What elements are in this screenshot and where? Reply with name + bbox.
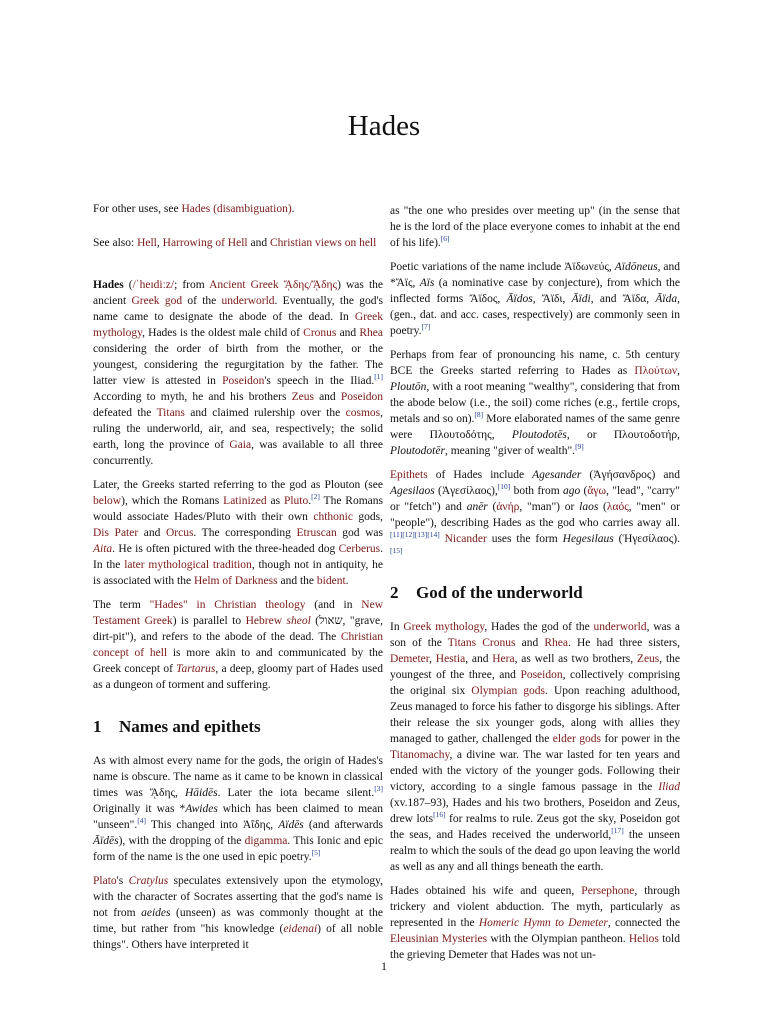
italic-text: Āïda (655, 293, 678, 305)
ref-8[interactable]: [8] (474, 410, 484, 420)
paragraph-pluto (93, 477, 383, 589)
text: , and Ἄϊδα, (590, 293, 656, 305)
text: ) of all noble things". Others have interpreted it (93, 923, 383, 951)
text: of the (182, 295, 222, 307)
ref-5[interactable]: [5] (311, 848, 321, 858)
text: , and *Ἄϊς, (390, 261, 681, 289)
text: and (336, 327, 360, 339)
italic-text: Awides (185, 803, 218, 815)
link-sheol[interactable]: sheol (286, 615, 311, 627)
text: . Later the iota became silent. (217, 787, 375, 799)
text: (Ἀγεσίλαος), (434, 485, 498, 497)
text: The Romans would associate Hades/Pluto with their own (93, 495, 383, 523)
hatnote-see-also (93, 235, 383, 251)
intro-paragraph (93, 277, 383, 469)
text: and (515, 637, 545, 649)
text: , "men" or "people"), describing Hades as the god who carries away all. (390, 501, 680, 529)
text: , or Πλουτοδοτήρ, (566, 429, 680, 441)
link-new-testament-greek[interactable]: New Testament Greek (93, 599, 384, 627)
italic-text: Āïdos (506, 293, 533, 305)
ref-10[interactable]: [10] (497, 482, 511, 492)
section-heading-god-of-the-underworld (390, 585, 680, 601)
link-harrowing-of-hell[interactable]: Harrowing of Hell (162, 237, 248, 249)
link-aita[interactable]: Aita (93, 543, 113, 555)
link-christian-concept-of-hell[interactable]: Christian concept of hell (93, 631, 383, 659)
text: , ruling the underworld, air, and sea, respectively; the solid earth, long the province of (93, 407, 383, 451)
text: ) is parallel to (172, 615, 246, 627)
italic-text: Ploutodotēs (511, 429, 567, 441)
text: , "lead", "carry" or "fetch") and (390, 485, 680, 513)
link-poseidon[interactable]: Poseidon (222, 375, 265, 387)
text: and the (277, 575, 317, 587)
text: , meaning "giver of wealth". (444, 445, 576, 457)
link-ancient-greek[interactable]: Ancient Greek (209, 279, 279, 291)
link-hestia[interactable]: Hestia (435, 653, 466, 665)
link-greek-name[interactable]: ᾍδης/ᾍδης (283, 279, 338, 291)
ref-15[interactable]: [15] (390, 546, 403, 556)
text: (xv.187–93), Hades and his two brothers, Poseidon and Zeus, drew lots (390, 797, 680, 825)
link-zeus-2[interactable]: Zeus (636, 653, 660, 665)
text: See also: (93, 237, 138, 249)
text: This changed into Ἀΐδης, (145, 819, 279, 831)
link-chthonic[interactable]: chthonic (313, 511, 353, 523)
link-below[interactable]: below (93, 495, 122, 507)
text: ), with the dropping of the (118, 835, 245, 847)
link-hebrew[interactable]: Hebrew (245, 615, 283, 627)
link-rhea-2[interactable]: Rhea (544, 637, 568, 649)
text: told the grieving Demeter that Hades was not un- (390, 933, 680, 961)
text: ( (487, 501, 497, 513)
italic-text: Aïs (419, 277, 435, 289)
link-helm-of-darkness[interactable]: Helm of Darkness (193, 575, 278, 587)
link-later-tradition[interactable]: later mythological tradition (124, 559, 252, 571)
paragraph-persephone (390, 883, 680, 963)
text: , through trickery and violent abduction. The myth, particularly as represented in the (390, 885, 680, 929)
text: . The corresponding (193, 527, 297, 539)
text: . Upon reaching adulthood, Zeus managed to force his father to disgorge his siblings. After their release the six younger gods, along with allies they managed to gather, challenged the (390, 685, 680, 745)
italic-text: Āïdēs (93, 835, 119, 847)
text: speculates extensively upon the etymology, with the character of Socrates asserting that the god's name is not from (93, 875, 383, 919)
text: , a divine war. The war lasted for ten years and ended with the victory of the younger gods. Following their victory, according to a single famous passage in the (390, 749, 680, 793)
italic-text: Ploutodotēr (390, 445, 445, 457)
text: , (gen., dat. and acc. cases, respectively) are commonly seen in poetry. (390, 293, 680, 337)
text: , was a son of the (390, 621, 680, 649)
link-ago[interactable]: ἄγω (587, 485, 607, 497)
text: The term (93, 599, 150, 611)
text: , Hades the god of the (484, 621, 594, 633)
link-greek-mythology[interactable]: Greek mythology (93, 311, 383, 339)
link-cerberus[interactable]: Cerberus (338, 543, 381, 555)
text: , (156, 237, 163, 249)
link-digamma[interactable]: digamma (244, 835, 288, 847)
text: . He is often pictured with the three-headed dog (112, 543, 339, 555)
link-titanomachy[interactable]: Titanomachy (390, 749, 450, 761)
link-nicander[interactable]: Nicander (444, 533, 487, 545)
text: (and afterwards (303, 819, 383, 831)
link-rhea[interactable]: Rhea (359, 327, 383, 339)
text: uses the form (486, 533, 563, 545)
link-ipa[interactable]: /ˈheɪdiːz/ (132, 279, 175, 291)
link-cronus-2[interactable]: Cronus (482, 637, 516, 649)
link-elder-gods[interactable]: elder gods (552, 733, 601, 745)
link-titans[interactable]: Titans (156, 407, 185, 419)
text: , connected the (607, 917, 680, 929)
text: Poetic variations of the name include Ἀϊδωνεύς, (390, 261, 615, 273)
page-title: Hades (347, 110, 421, 142)
text: Later, the Greeks started referring to the god as Plouton (see (93, 479, 383, 491)
link-gaia[interactable]: Gaia (229, 439, 252, 451)
text: ( (598, 501, 607, 513)
text: , though not in antiquity, he is associated with the (93, 559, 384, 587)
paragraph-christian-theology (93, 597, 383, 693)
italic-text: Āïdi (571, 293, 591, 305)
link-cratylus[interactable]: Cratylus (128, 875, 169, 887)
link-greek-mythology-2[interactable]: Greek mythology (403, 621, 485, 633)
text: and (313, 391, 341, 403)
link-pluto[interactable]: Pluto (283, 495, 309, 507)
text: , as well as two brothers, (514, 653, 637, 665)
paragraph-plouton (390, 347, 680, 459)
text: as "the one who presides over meeting up" (in the sense that he is the lord of the place everyone comes to inhabit at the end of his life). (390, 205, 680, 249)
text: . Eventually, the god's name came to designate the abode of the dead. In (93, 295, 383, 323)
text: and (247, 237, 270, 249)
italic-text: Hāidēs (184, 787, 218, 799)
text: for realms to rule. Zeus got the sky, Poseidon got the seas, and Hades received the underworld, (390, 813, 680, 841)
ref-16[interactable]: [16] (433, 810, 446, 820)
link-bident[interactable]: bident (316, 575, 346, 587)
text: . He had three sisters, (568, 637, 681, 649)
italic-text: aeides (141, 907, 171, 919)
paragraph-name-origin (93, 753, 383, 865)
link-christian-views-on-hell[interactable]: Christian views on hell (269, 237, 377, 249)
link-latinized[interactable]: Latinized (223, 495, 267, 507)
text: ( (123, 279, 133, 291)
text: and claimed rulership over the (184, 407, 346, 419)
link-olympian-gods[interactable]: Olympian gods (471, 685, 546, 697)
text: 's speech in the Iliad. (264, 375, 375, 387)
text: In (390, 621, 404, 633)
text: For other uses, see (93, 203, 182, 215)
link-helios[interactable]: Helios (628, 933, 659, 945)
text: , (677, 365, 680, 377)
text: , Hades is the oldest male child of (142, 327, 304, 339)
text: . (308, 495, 312, 507)
text: and (138, 527, 166, 539)
link-plato[interactable]: Plato (93, 875, 117, 887)
link-orcus[interactable]: Orcus (165, 527, 194, 539)
section-number: 1 (93, 717, 102, 736)
link-god[interactable]: god (164, 295, 183, 307)
text: , was available to all three concurrently. (93, 439, 384, 467)
text: , and (465, 653, 493, 665)
italic-text: anēr (466, 501, 488, 513)
spacer (93, 225, 383, 235)
text: ; from (174, 279, 210, 291)
text: , Ἄϊδι, (532, 293, 572, 305)
text: god was (336, 527, 384, 539)
text: of Hades include (427, 469, 533, 481)
page-number: 1 (381, 961, 387, 973)
link-demeter[interactable]: Demeter (390, 653, 430, 665)
text: , "man") or (519, 501, 580, 513)
ref-11-14[interactable]: [11][12][13][14] (390, 530, 440, 540)
text: . (345, 575, 349, 587)
link-zeus[interactable]: Zeus (291, 391, 314, 403)
text: ), which the Romans (121, 495, 224, 507)
text: ) was the ancient (93, 279, 383, 307)
text: (Ἀγήσανδρος) and (581, 469, 680, 481)
link-hell[interactable]: Hell (137, 237, 157, 249)
text: . In the (93, 543, 383, 571)
link-cronus[interactable]: Cronus (303, 327, 337, 339)
text: considering the order of birth from the mother, or the youngest, considering the regurgitation by the father. The latter view is attested in (93, 343, 383, 387)
text: which has been claimed to mean "unseen". (93, 803, 383, 831)
text: , (429, 653, 436, 665)
link-greek[interactable]: Greek (131, 295, 160, 307)
paragraph-presides (390, 203, 680, 251)
ref-17[interactable]: [17] (611, 826, 624, 836)
link-epithets[interactable]: Epithets (390, 469, 428, 481)
text: Perhaps from fear of pronouncing his name, c. 5th century BCE the Greeks started referring to Hades as (390, 349, 680, 377)
text: , collectively comprising the original six (390, 669, 680, 697)
text: ( (580, 485, 588, 497)
text: for power in the (600, 733, 680, 745)
link-iliad[interactable]: Iliad (658, 781, 680, 793)
text: As with almost every name for the gods, the origin of Hades's name is obscure. The name as it came to be known in classical times was ᾍδης, (93, 755, 383, 799)
section-number: 2 (390, 583, 399, 602)
text: (Ἡγεσίλαος). (613, 533, 680, 545)
text: gods, (352, 511, 383, 523)
text: . (291, 203, 295, 215)
spacer (93, 259, 383, 277)
italic-text: laos (579, 501, 599, 513)
link-plouton[interactable]: Πλούτων (634, 365, 678, 377)
text: , the youngest of the three, and (390, 653, 680, 681)
italic-text: Ploutōn (390, 381, 427, 393)
ref-9[interactable]: [9] (575, 442, 584, 452)
text: 's (116, 875, 129, 887)
ref-3[interactable]: [3] (374, 784, 383, 794)
text: both from (510, 485, 563, 497)
ref-2[interactable]: [2] (311, 492, 320, 502)
text: . This Ionic and epic form of the name is the one used in epic poetry. (93, 835, 384, 863)
text: defeated the (93, 407, 157, 419)
ref-1[interactable]: [1] (374, 372, 384, 382)
hatnote-disambiguation (93, 201, 383, 217)
link-dis-pater[interactable]: Dis Pater (93, 527, 139, 539)
text: Hades obtained his wife and queen, (390, 885, 582, 897)
link-cosmos[interactable]: cosmos (345, 407, 381, 419)
text: , a deep, gloomy part of Hades used as a dungeon of torment and suffering. (93, 663, 383, 691)
link-underworld[interactable]: underworld (221, 295, 275, 307)
text: (and in (305, 599, 362, 611)
text: According to myth, he and his brothers (93, 391, 292, 403)
italic-text: Agesilaos (390, 485, 435, 497)
italic-text: Aïdēs (278, 819, 304, 831)
link-laos[interactable]: λαός (606, 501, 629, 513)
link-aner[interactable]: ἀνήρ (496, 501, 520, 513)
italic-text: ago (563, 485, 581, 497)
italic-text: Aïdōneus (614, 261, 658, 273)
link-titans-2[interactable]: Titans (447, 637, 477, 649)
text: is more akin to and communicated by the Greek concept of (93, 647, 383, 675)
link-etruscan[interactable]: Etruscan (296, 527, 337, 539)
link-poseidon-3[interactable]: Poseidon (520, 669, 563, 681)
text: More elaborated names of the same genre were Πλουτοδότης, (390, 413, 680, 441)
paragraph-cratylus (93, 873, 383, 953)
text: the unseen realm to which the souls of the dead go upon leaving the world as well as any and all things beneath the earth. (390, 829, 681, 873)
link-eidenai[interactable]: eidenai (283, 923, 318, 935)
paragraph-epithets (390, 467, 680, 563)
link-persephone[interactable]: Persephone (581, 885, 635, 897)
ref-4[interactable]: [4] (137, 816, 146, 826)
text: with the Olympian pantheon. (487, 933, 629, 945)
link-poseidon-2[interactable]: Poseidon (340, 391, 384, 403)
text: Originally it was * (93, 803, 186, 815)
paragraph-underworld-god (390, 619, 680, 875)
link-eleusinian-mysteries[interactable]: Eleusinian Mysteries (390, 933, 488, 945)
link-hades-disambiguation[interactable]: Hades (disambiguation) (181, 203, 292, 215)
left-column (93, 201, 383, 961)
text: (a nominative case by conjecture), from which the inflected forms Ἄϊδος, (390, 277, 680, 305)
link-underworld-2[interactable]: underworld (593, 621, 647, 633)
italic-text: Hegesilaus (562, 533, 614, 545)
bold-term: Hades (93, 279, 124, 291)
ref-7[interactable]: [7] (421, 322, 431, 332)
right-column (390, 203, 680, 971)
text: , with a root meaning "wealthy", considering that from the abode below (i.e., the soil) come riches (e.g., fertile crops, metals and so on). (390, 381, 680, 425)
link-homeric-hymn-to-demeter[interactable]: Homeric Hymn to Demeter (478, 917, 608, 929)
section-title: Names and epithets (119, 717, 261, 736)
link-tartarus[interactable]: Tartarus (176, 663, 216, 675)
link-hera[interactable]: Hera (492, 653, 515, 665)
text: (unseen) as was commonly thought at the time, but rather from "his knowledge ( (93, 907, 383, 935)
link-hades-in-christian-theology[interactable]: "Hades" in Christian theology (149, 599, 306, 611)
section-title: God of the underworld (416, 583, 583, 602)
text: (שאול, "grave, dirt-pit"), and refers to the abode of the dead. The (93, 615, 383, 643)
paragraph-poetic-variations (390, 259, 680, 339)
ref-6[interactable]: [6] (440, 234, 450, 244)
text: as (266, 495, 284, 507)
section-heading-names-and-epithets (93, 719, 383, 735)
italic-text: Agesander (532, 469, 582, 481)
